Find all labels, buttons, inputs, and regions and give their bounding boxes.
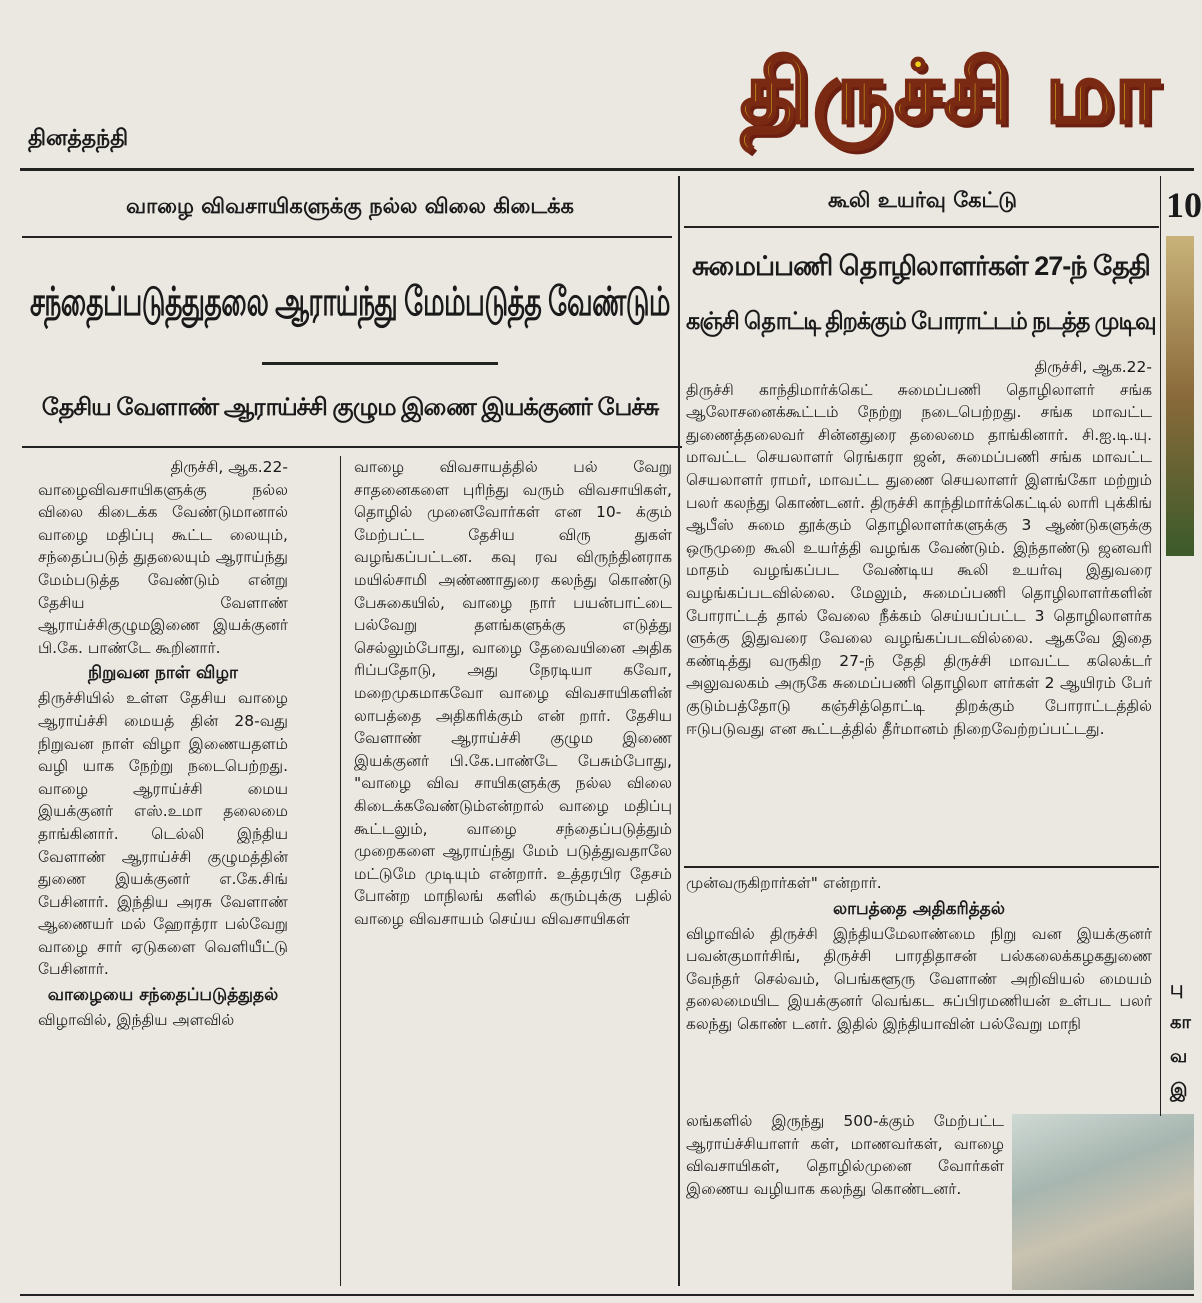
article1-paragraph: திருச்சியில் உள்ள தேசிய வாழை ஆராய்ச்சி மையத் தின் 28-வது நிறுவன நாள் விழா இணையதளம் வழி யாக நேற்று நடைபெற்றது. வாழை ஆராய்ச்சி மைய இயக்குனர் எஸ்.உமா தலைமை தாங்கினார். டெல்லி இந்திய வேளாண் ஆராய்ச்சி குழுமத்தின் துணை இயக்குனர் எ.கே.சிங் பேசினார். இந்திய அரசு வேளாண் ஆணையர் மல் ஹோத்ரா பல்வேறு வாழை சார் ஏடுகளை வெளியீட்டு பேசினார். <box>38 689 288 979</box>
article1-paragraph: லங்களில் இருந்து 500-க்கும் மேற்பட்ட ஆராய்ச்சியாளர் கள், மாணவர்கள், வாழை விவசாயிகள், தொழில்முனை வோர்கள் இணைய வழியாக கலந்து கொண்டனர். <box>686 1112 1004 1198</box>
right-column-divider <box>1160 176 1161 1116</box>
right-edge-fragment: வ <box>1170 1046 1188 1067</box>
newspaper-name: தினத்தந்தி <box>28 126 129 151</box>
article1-paragraph: விழாவில், இந்திய அளவில் <box>38 1011 235 1030</box>
subheadline-rule <box>22 446 682 448</box>
article1-paragraph: வாழைவிவசாயிகளுக்கு நல்ல விலை கிடைக்க வேண்டுமானால் வாழை மதிப்பு கூட்ட லையும், சந்தைப்படுத் துதலையும் ஆராய்ந்து மேம்படுத்த வேண்டும் என்று தேசிய வேளாண் ஆராய்ச்சிகுழுமஇணை இயக்குனர் பி.கே. பாண்டே கூறினார். <box>38 480 288 657</box>
article1-kicker: வாழை விவசாயிகளுக்கு நல்ல விலை கிடைக்க <box>126 194 574 218</box>
article2-body <box>686 356 1152 876</box>
article1-paragraph: வாழை விவசாயத்தில் பல் வேறு சாதனைகளை புரிந்து வரும் விவசாயிகள், தொழில் முனைவோர்கள் என 10- க்கும் மேற்பட்ட தேசிய விரு துகள் வழங்கப்பட்டன. கவு ரவ விருந்தினராக மயில்சாமி அண்ணாதுரை கலந்து கொண்டு பேசுகையில், வாழை நார் பயன்பாட்டை பல்வேறு தளங்களுக்கு எடுத்து செல்லும்போது, வாழை தேவையினை அதிக ரிப்பதோடு, அது நேரடியா கவோ, மறைமுகமாகவோ வாழை விவசாயிகளின் லாபத்தை அதிகரிக்கும் என் றார். தேசிய வேளாண் ஆராய்ச்சி குழும இணை இயக்குனர் பி.கே.பாண்டே பேசும்போது, "வாழை விவ சாயிகளுக்கு நல்ல விலை கிடைக்கவேண்டும்என்றால் வாழை மதிப்பு கூட்டலும், வாழை சந்தைப்படுத்தும் முறைகளை ஆராய்ந்து மேம் படுத்துவதாலே மட்டுமே முடியும் என்றார். உத்தரபிர தேசம் போன்ற மாநிலங் களில் கரும்புக்கு பதில் வாழை விவசாயம் செய்ய விவசாயிகள் <box>354 458 672 928</box>
kicker-rule <box>22 236 672 238</box>
right-edge-fragment: இ <box>1170 1080 1188 1101</box>
article2-kicker: கூலி உயர்வு கேட்டு <box>828 188 1017 212</box>
article2-paragraph: திருச்சி காந்திமார்க்கெட் சுமைப்பணி தொழிலாளர் சங்க ஆலோசனைக்கூட்டம் நேற்று நடைபெற்றது. சங்க மாவட்ட துணைத்தலைவர் சின்னதுரை தலைமை தாங்கினார். சி.ஐ.டி.யு. மாவட்ட செயலாளர் ரெங்கரா ஜன், சுமைப்பணி சங்க மாவட்ட செயலாளர் ராமர், மாவட்ட துணை செயலாளர் இளங்கோ மற்றும் பலர் கலந்து கொண்டனர். திருச்சி காந்திமார்க்கெட்டில் லாரி புக்கிங் ஆபீஸ் சுமை தூக்கும் தொழிலாளர்களுக்கு 3 ஆண்டுகளுக்கு ஒருமுறை கூலி உயர்த்தி வழங்க வேண்டும். இந்தாண்டு ஜனவரி மாதம் வழங்கப்பட வேண்டிய கூலி உயர்வு இதுவரை வழங்கப்படவில்லை. மேலும், சுமைப்பணி தொழிலாளர்களின் போராட்டத் தால் வேலை நீக்கம் செய்யப்பட்ட 3 தொழிலாளர்க ளுக்கு இதுவரை வேலை வழங்கப்படவில்லை. ஆகவே இதை கண்டித்து வருகிற 27-ந் தேதி திருச்சி மாவட்ட கலெக்டர் அலுவலகம் அருகே சுமைப்பணி தொழிலா ளர்கள் 2 ஆயிரம் பேர் குடும்பத்தோடு கஞ்சித்தொட்டி திறக்கும் போராட்டத்தில் ஈடுபடுவது என கூட்டத்தில் தீர்மானம் நிறைவேற்றப்பட்டது. <box>686 380 1152 738</box>
article1-subheadline: தேசிய வேளாண் ஆராய்ச்சி குழும இணை இயக்குனர் பேச்சு <box>41 394 659 421</box>
article1-headline: சந்தைப்படுத்துதலை ஆராய்ந்து மேம்படுத்த வேண்டும் <box>30 280 670 324</box>
article2-headline-line2: கஞ்சி தொட்டி திறக்கும் போராட்டம் நடத்த முடிவு <box>686 308 1156 335</box>
article1-column-3-lower <box>686 1110 1004 1280</box>
article1-column-2 <box>354 456 672 1286</box>
article1-dateline: திருச்சி, ஆக.22- <box>170 458 288 476</box>
right-edge-fragment: கா <box>1170 1012 1191 1033</box>
headline-underline <box>262 362 498 365</box>
article2-bottom-rule <box>684 866 1159 868</box>
right-edge-text <box>1170 972 1194 1108</box>
article1-subheading: லாபத்தை அதிகரித்தல் <box>833 898 1005 919</box>
article2-kicker-rule <box>684 226 1159 228</box>
bottom-rule <box>20 1294 1194 1296</box>
right-edge-number: 10 <box>1166 185 1202 225</box>
article2-dateline: திருச்சி, ஆக.22- <box>1034 358 1152 376</box>
street-photo <box>1012 1114 1194 1290</box>
article1-paragraph: முன்வருகிறார்கள்" என்றார். <box>686 874 882 892</box>
article1-subheading: வாழையை சந்தைப்படுத்துதல் <box>47 985 279 1006</box>
article1-column-1 <box>38 456 288 1286</box>
column-divider <box>340 456 341 1286</box>
article-divider <box>678 176 680 1286</box>
right-edge-photo <box>1166 236 1194 556</box>
article1-subheading: நிறுவன நாள் விழா <box>88 663 238 684</box>
right-edge-fragment: பு <box>1170 978 1184 999</box>
masthead-rule <box>20 168 1194 171</box>
article1-paragraph: விழாவில் திருச்சி இந்தியமேலாண்மை நிறு வன இயக்குனர் பவன்குமார்சிங், திருச்சி பாரதிதாசன் பல்கலைக்கழகதுணை வேந்தர் செல்வம், பெங்களூரு வேளாண் அறிவியல் மையம் தலைமையிட இயக்குனர் வெங்கட சுப்பிரமணியன் உள்பட பலர் கலந்து கொண் டனர். இதில் இந்தியாவின் பல்வேறு மாநி <box>686 924 1152 1033</box>
article2-headline-line1: சுமைப்பணி தொழிலாளர்கள் 27-ந் தேதி <box>692 251 1150 281</box>
masthead-title: திருச்சி மா <box>740 43 1162 143</box>
